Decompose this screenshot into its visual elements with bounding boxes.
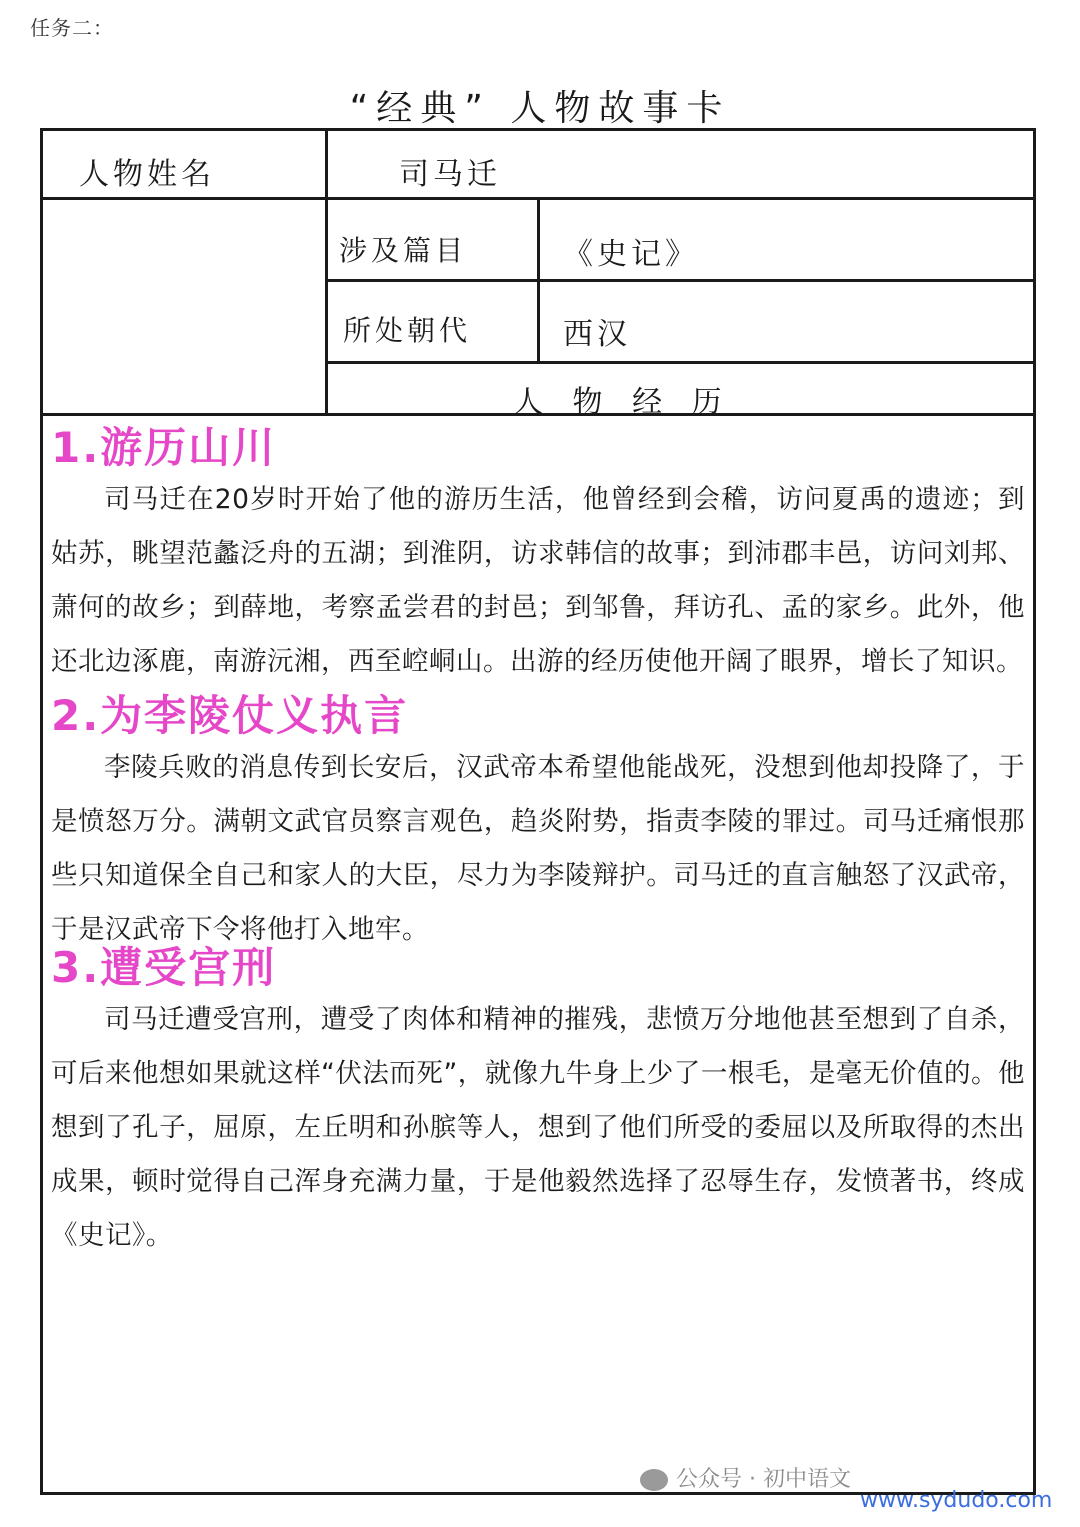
watermark <box>640 1462 851 1493</box>
source-value: 《史记》 <box>563 237 699 272</box>
wechat-icon <box>640 1469 668 1491</box>
section-heading: 1.游历山川 <box>51 423 277 472</box>
source-label: 涉及篇目 <box>339 234 468 267</box>
section-3 <box>51 943 1025 1263</box>
dynasty-value: 西汉 <box>563 317 631 352</box>
section-text: 司马迁遭受宫刑，遭受了肉体和精神的摧残，悲愤万分地他甚至想到了自杀，可后来他想如果就这样“伏法而死”，就像九牛身上少了一根毛，是毫无价值的。他想到了孔子，屈原，左丘明和孙膑等人，想到了他们所受的委屈以及所取得的杰出成果，顿时觉得自己浑身充满力量，于是他毅然选择了忍辱生存，发愤著书，终成《史记》。 <box>51 1004 1025 1251</box>
section-1 <box>51 423 1025 689</box>
section-heading: 2.为李陵仗义执言 <box>51 691 409 740</box>
experience-label: 人 物 经 历 <box>513 385 732 420</box>
row-divider <box>327 279 1033 282</box>
card-title: “经典” 人物故事卡 <box>349 88 731 129</box>
name-label: 人物姓名 <box>79 157 215 192</box>
site-watermark: www.sydudo.com <box>860 1488 1053 1513</box>
col-divider <box>325 131 328 415</box>
col-divider <box>537 199 540 363</box>
name-value: 司马迁 <box>399 157 501 192</box>
watermark-text: 公众号 · 初中语文 <box>676 1467 851 1492</box>
section-heading: 3.遭受宫刑 <box>51 943 277 992</box>
section-2 <box>51 691 1025 957</box>
section-text: 李陵兵败的消息传到长安后，汉武帝本希望他能战死，没想到他却投降了，于是愤怒万分。满朝文武官员察言观色，趋炎附势，指责李陵的罪过。司马迁痛恨那些只知道保全自己和家人的大臣，尽力为李陵辩护。司马迁的直言触怒了汉武帝，于是汉武帝下令将他打入地牢。 <box>51 752 1025 945</box>
row-divider <box>327 361 1033 364</box>
section-text: 司马迁在20岁时开始了他的游历生活，他曾经到会稽，访问夏禹的遗迹；到姑苏，眺望范蠡泛舟的五湖；到淮阴，访求韩信的故事；到沛郡丰邑，访问刘邦、萧何的故乡；到薛地，考察孟尝君的封邑；到邹鲁，拜访孔、孟的家乡。此外，他还北边涿鹿，南游沅湘，西至崆峒山。出游的经历使他开阔了眼界，增长了知识。 <box>51 484 1025 677</box>
task-label: 任务二： <box>30 16 114 40</box>
story-card <box>40 128 1036 1495</box>
dynasty-label: 所处朝代 <box>343 314 472 347</box>
